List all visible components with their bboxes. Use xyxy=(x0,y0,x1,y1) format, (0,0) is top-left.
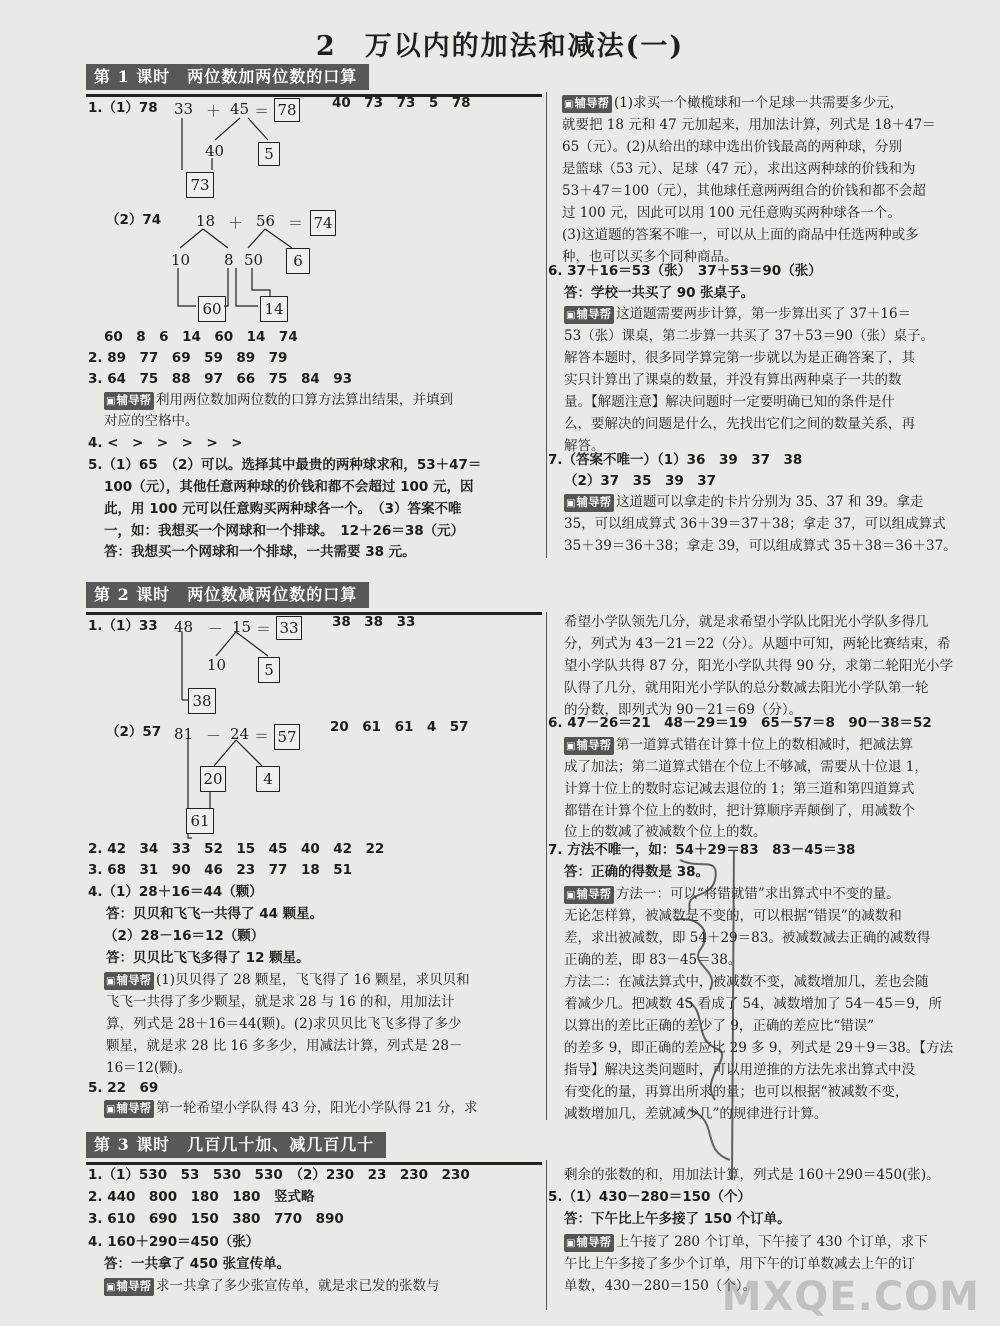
split-value: 50 xyxy=(244,251,264,269)
split-box: 4 xyxy=(256,766,280,792)
tip-text: (1)求买一个橄榄球和一个足球一共需要多少元， xyxy=(613,95,904,111)
answer-line: （2）28－16＝12（颗） xyxy=(104,928,265,944)
sum-box: 60 xyxy=(198,296,226,322)
operator: ＝ xyxy=(288,214,304,232)
operand: 81 xyxy=(174,725,194,743)
operator: ＝ xyxy=(256,620,272,638)
tip-line: 以算出的差比正确的差少了 9，正确的差应比“错误” xyxy=(564,1018,875,1034)
chapter-title: 万以内的加法和减法(一) xyxy=(364,31,685,62)
tip-line xyxy=(104,1276,439,1296)
tip-text: 这道题需要两步计算，第一步算出买了 37＋16＝ xyxy=(615,306,912,322)
operand: 48 xyxy=(174,618,194,636)
tip-line: 对应的空格中。 xyxy=(104,413,199,429)
lesson-label: 第 3 课时 几百几十加、减几百几十 xyxy=(86,1132,386,1158)
tip-line: 计算十位上的数时忘记减去退位的 1；第三道和第四道算式 xyxy=(564,781,915,797)
tip-line: 就要把 18 元和 47 元加起来，用加法计算，列式是 18＋47＝ xyxy=(562,117,936,133)
answer-line: 答：一共拿了 450 张宣传单。 xyxy=(104,1256,291,1272)
answer-line: 答：下午比上午多接了 150 个订单。 xyxy=(564,1211,791,1227)
tip-line xyxy=(104,1098,477,1118)
answer-line: 2. 42 34 33 52 15 45 40 42 22 xyxy=(88,841,385,857)
tip-line: 是篮球（53 元）、足球（47 元），求出这两种球的价钱和为 xyxy=(562,161,916,177)
tip-badge: ▣ 辅导帮 xyxy=(564,494,614,512)
tip-badge: ▣ 辅导帮 xyxy=(104,1100,154,1118)
answer-line: 7.（答案不唯一）（1）36 39 37 38 xyxy=(548,452,803,468)
answer-line: 6. 37＋16＝53（张） 37＋53＝90（张） xyxy=(548,263,822,279)
watermark-logo: MXQE.COM xyxy=(721,1274,980,1320)
answer-line: 3. 610 690 150 380 770 890 xyxy=(88,1211,344,1227)
split-value: 40 xyxy=(205,142,225,160)
answer-line: 此，用 100 元可以任意购买两种球各一个。 （3）答案不唯 xyxy=(104,501,462,517)
answer-line: 3. 68 31 90 46 23 77 18 51 xyxy=(88,862,353,878)
answer-line: 1.（1）530 53 530 530 （2）230 23 230 230 xyxy=(88,1167,470,1183)
split-value: 10 xyxy=(171,251,191,269)
answer-line: 3. 64 75 88 97 66 75 84 93 xyxy=(88,371,353,387)
answer-line: 答：贝贝比飞飞多得了 12 颗星。 xyxy=(106,950,310,966)
answer-line: 答：学校一共买了 90 张桌子。 xyxy=(564,285,755,301)
tip-line: 的差多 9，即正确的差应比 29 多 9，列式是 29＋9＝38。【方法 xyxy=(564,1040,954,1056)
tip-line: 单数，430－280＝150（个）。 xyxy=(564,1278,757,1294)
lesson-header-2 xyxy=(86,582,542,615)
operand: 56 xyxy=(256,212,276,230)
tip-line: 午比上午多接了多少个订单，用下午的订单数减去上午的订 xyxy=(564,1256,915,1272)
tip-line: 解答。 xyxy=(564,438,605,454)
answer-line: 4. < > > > > > xyxy=(88,435,243,451)
result-box: 57 xyxy=(274,724,300,750)
result-box: 33 xyxy=(276,616,302,640)
tip-line: 剩余的张数的和，用加法计算，列式是 160＋290＝450(张)。 xyxy=(564,1167,940,1183)
handwriting-scribble xyxy=(660,850,750,1180)
tip-line: 35＋39＝36＋38；拿走 39，可以组成算式 35＋38＝36＋37。 xyxy=(564,538,957,554)
operator: － xyxy=(208,620,224,638)
tip-line: 正确的差，即 83－45＝38。 xyxy=(564,952,742,968)
tip-line xyxy=(564,735,913,755)
tip-line xyxy=(564,1232,928,1252)
tip-text: 这道题可以拿走的卡片分别为 35、37 和 39。拿走 xyxy=(615,494,924,510)
tip-text: 第一道算式错在计算十位上的数相减时，把减法算 xyxy=(615,737,913,753)
tip-line xyxy=(564,304,911,324)
answer-line: 2. 89 77 69 59 89 79 xyxy=(88,350,288,366)
tip-line: 35，可以组成算式 36＋39＝37＋38；拿走 37，可以组成算式 xyxy=(564,516,946,532)
operator: － xyxy=(206,727,222,745)
sum-box: 38 xyxy=(188,688,216,714)
answer-line: 4. 160＋290＝450（张） xyxy=(88,1234,260,1250)
split-value: 10 xyxy=(207,656,227,674)
tip-line: 飞飞一共得了多少颗星，就是求 28 与 16 的和，用加法计 xyxy=(106,994,455,1010)
tip-line: 53（张）课桌，第二步算一共买了 37＋53＝90（张）桌子。 xyxy=(564,328,935,344)
operator: ＋ xyxy=(206,102,222,120)
tip-line: 成了加法；第二道算式错在个位上不够减，需要从十位退 1， xyxy=(564,759,928,775)
tip-line xyxy=(104,970,470,990)
tip-line: 种，也可以买多个同种商品。 xyxy=(562,249,738,265)
tip-line: 么，要解决的问题是什么，先找出它们之间的数量关系，再 xyxy=(564,416,915,432)
tip-line xyxy=(562,93,903,113)
tip-line xyxy=(104,390,453,410)
tip-badge: ▣ 辅导帮 xyxy=(564,306,614,324)
tip-line: 16＝12(颗)。 xyxy=(106,1060,192,1076)
tip-line: 颗星，就是求 28 比 16 多多少，用减法计算，列式是 28－ xyxy=(106,1038,463,1054)
sum-box: 61 xyxy=(186,808,214,834)
tip-text: (1)贝贝得了 28 颗星，飞飞得了 16 颗星，求贝贝和 xyxy=(155,972,470,988)
tip-text: 第一轮希望小学队得 43 分，阳光小学队得 21 分，求 xyxy=(155,1100,478,1116)
tip-line: 65（元）。(2)从给出的球中选出价钱最高的两种球，分别 xyxy=(562,139,903,155)
tip-text: 利用两位数加两位数的口算方法算出结果，并填到 xyxy=(155,392,453,408)
tip-line: 位上的数减了被减数个位上的数。 xyxy=(564,824,767,840)
chapter-number: 2 xyxy=(315,31,337,62)
tip-line: 希望小学队领先几分，就是求希望小学队比阳光小学队多得几 xyxy=(564,614,929,630)
tip-line: 望小学队共得 87 分，阳光小学队共得 90 分，求第二轮阳光小学 xyxy=(564,658,954,674)
answer-line: 一，如：我想买一个网球和一个排球。 12＋26＝38（元） xyxy=(104,523,465,539)
tip-line: 方法二：在减法算式中，被减数不变，减数增加几，差也会随 xyxy=(564,974,929,990)
tip-line: 分，列式为 43－21＝22（分）。从题中可知，两轮比赛结束，希 xyxy=(564,636,951,652)
tip-badge: ▣ 辅导帮 xyxy=(564,737,614,755)
answer-line: 5.（1）430－280＝150（个） xyxy=(548,1189,751,1205)
lesson-label: 第 2 课时 两位数减两位数的口算 xyxy=(86,582,369,608)
tip-line: 的分数，即列式为 90－21＝69（分）。 xyxy=(564,702,803,718)
tip-line: 解答本题时，很多同学算完第一步就以为是正确答案了，其 xyxy=(564,350,915,366)
operator: ＝ xyxy=(254,102,270,120)
answer-line: （2）57 xyxy=(106,724,162,740)
tip-line: 指导】解决这类问题时，可以用逆推的方法先求出算式中没 xyxy=(564,1062,915,1078)
tip-badge: ▣ 辅导帮 xyxy=(104,972,154,990)
operand: 15 xyxy=(232,618,252,636)
split-value: 8 xyxy=(224,251,234,269)
operand: 24 xyxy=(230,725,250,743)
operator: ＝ xyxy=(254,727,270,745)
tip-line: 减数增加几，差就减少几”的规律进行计算。 xyxy=(564,1106,828,1122)
tip-line: 过 100 元，因此可以用 100 元任意购买两种球各一个。 xyxy=(562,205,901,221)
answer-line: （2）74 xyxy=(106,212,162,228)
tip-badge: ▣ 辅导帮 xyxy=(562,95,612,113)
answer-line: 5. 22 69 xyxy=(88,1080,159,1096)
operand: 45 xyxy=(230,100,250,118)
lesson-label: 第 1 课时 两位数加两位数的口算 xyxy=(86,64,369,90)
answer-line: 60 8 6 14 60 14 74 xyxy=(104,329,298,345)
tip-badge: ▣ 辅导帮 xyxy=(564,886,614,904)
tip-line: 算，列式是 28＋16＝44(颗)。(2)求贝贝比飞飞多得了多少 xyxy=(106,1016,462,1032)
split-box: 6 xyxy=(286,248,310,274)
answer-line: 1.（1）78 xyxy=(88,100,158,116)
tip-line: 差，求出被减数，即 54＋29＝83。被减数减去正确的减数得 xyxy=(564,930,931,946)
tip-line: 实只计算出了课桌的数量，并没有算出两种桌子一共的数 xyxy=(564,372,902,388)
answer-line: 答：正确的得数是 38。 xyxy=(564,864,709,880)
tip-line: (3)这道题的答案不唯一，可以从上面的商品中任选两种或多 xyxy=(562,227,919,243)
tip-line: 队得了几分，就用阳光小学队的总分数减去阳光小学队第一轮 xyxy=(564,680,929,696)
answer-line: 1.（1）33 xyxy=(88,618,158,634)
operand: 18 xyxy=(196,212,216,230)
answer-line: 5.（1）65 （2）可以。选择其中最贵的两种球求和，53＋47＝ xyxy=(88,457,482,473)
tip-text: 方法一：可以“将错就错”求出算式中不变的量。 xyxy=(615,886,900,902)
answer-line: （2）37 35 39 37 xyxy=(564,473,717,489)
split-box: 20 xyxy=(200,766,226,792)
tip-text: 上午接了 280 个订单，下午接了 430 个订单，求下 xyxy=(615,1234,928,1250)
answer-line: 4.（1）28＋16＝44（颗） xyxy=(88,884,263,900)
answer-line: 7. 方法不唯一，如：54＋29＝83 83－45＝38 xyxy=(548,842,856,858)
lesson-header-3 xyxy=(86,1132,542,1165)
tip-line: 53＋47＝100（元），其他球任意两两组合的价钱和都不会超 xyxy=(562,183,926,199)
tip-line: 都错在计算个位上的数时，把计算顺序弄颠倒了，用减数个 xyxy=(564,803,915,819)
tip-line: 量。【解题注意】解决问题时一定要明确已知的条件是什 xyxy=(564,394,895,410)
tip-line: 着减少几。把减数 45 看成了 54，减数增加了 54－45＝9，所 xyxy=(564,996,942,1012)
tip-badge: ▣ 辅导帮 xyxy=(104,392,154,410)
tip-badge: ▣ 辅导帮 xyxy=(104,1278,154,1296)
answer-line: 答：我想买一个网球和一个排球，一共需要 38 元。 xyxy=(104,544,416,560)
tip-text: 求一共拿了多少张宣传单，就是求已发的张数与 xyxy=(155,1278,440,1294)
tip-line: 有变化的量，再算出所求的量；也可以根据“被减数不变， xyxy=(564,1084,909,1100)
sum-box: 73 xyxy=(186,172,214,198)
operand: 33 xyxy=(174,100,194,118)
tip-line xyxy=(564,492,923,512)
answer-line: 38 38 33 xyxy=(332,614,416,630)
tip-line: 无论怎样算，被减数是不变的，可以根据“错误”的减数和 xyxy=(564,908,902,924)
sum-box: 14 xyxy=(260,296,288,322)
answer-line: 6. 47－26＝21 48－29＝19 65－57＝8 90－38＝52 xyxy=(548,715,932,731)
split-box: 5 xyxy=(258,142,280,166)
result-box: 74 xyxy=(310,210,336,236)
split-box: 5 xyxy=(258,657,280,683)
answer-line: 40 73 73 5 78 xyxy=(332,95,471,111)
operator: ＋ xyxy=(228,214,244,232)
answer-line: 20 61 61 4 57 xyxy=(330,719,469,735)
tip-badge: ▣ 辅导帮 xyxy=(564,1234,614,1252)
result-box: 78 xyxy=(274,98,300,122)
answer-line: 2. 440 800 180 180 竖式略 xyxy=(88,1189,315,1205)
answer-line: 答：贝贝和飞飞一共得了 44 颗星。 xyxy=(106,906,324,922)
answer-line: 100（元），其他任意两种球的价钱和都不会超过 100 元，因 xyxy=(104,479,474,495)
